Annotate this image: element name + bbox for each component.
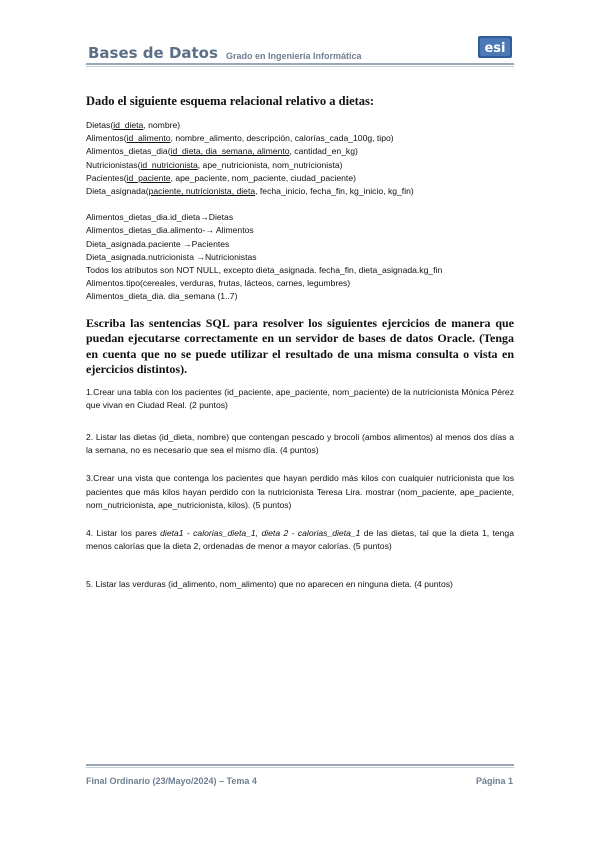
- schema-row-alimentos-dietas-dia: Alimentos_dietas_dia(id_dieta, dia_semana, alimento, cantidad_en_kg): [86, 146, 358, 157]
- header-rule-thin: [86, 66, 514, 67]
- constraint-line: Alimentos_dietas_dia.id_dieta→Dietas: [86, 212, 234, 223]
- exam-info: Final Ordinario (23/Mayo/2024) – Tema 4: [86, 776, 257, 786]
- instructions-heading: Escriba las sentencias SQL para resolver los siguientes ejercicios de manera que puedan ejecutarse correctamente en un servidor de bases de datos Oracle. (Tenga en cuenta que no se puede utilizar el resultado de una misma consulta o vista en ejercicios distintos).: [86, 315, 514, 377]
- constraint-line: Alimentos_dietas_dia.alimento-→ Alimentos: [86, 225, 254, 236]
- constraint-line: Alimentos.tipo(cereales, verduras, frutas, lácteos, carnes, legumbres): [86, 278, 351, 289]
- question-3: 3.Crear una vista que contenga los pacientes que hayan perdido más kilos con cualquier nutricionista que los pacientes que más kilos hayan perdido con la nutricionista Teresa Lira. mostrar (nom_paciente, ape_paciente, nom_nutricionista, ape_nutricionista, kilos). (5 puntos): [86, 473, 514, 511]
- question-5: 5. Listar las verduras (id_alimento, nom_alimento) que no aparecen en ninguna dieta. (4 puntos): [86, 578, 453, 589]
- question-2: 2. Listar las dietas (id_dieta, nombre) que contengan pescado y brocoli (ambos alimentos) al menos dos días a la semana, no es necesario que sea el mismo día. (4 puntos): [86, 431, 514, 456]
- schema-row-dieta-asignada: Dieta_asignada(paciente, nutricionista, dieta, fecha_inicio, fecha_fin, kg_inicio, kg_fin): [86, 186, 414, 197]
- constraint-line: Todos los atributos son NOT NULL, excepto dieta_asignada. fecha_fin, dieta_asignada.kg_fin: [86, 265, 443, 276]
- header-rule: [86, 63, 514, 65]
- page-header: [0, 0, 599, 70]
- question-4-pairs: dieta1 - calorias_dieta_1, dieta 2 - calorias_dieta_1: [160, 527, 361, 538]
- schema-row-nutricionistas: Nutricionistas(id_nutricionista, ape_nutricionista, nom_nutricionista): [86, 159, 343, 170]
- schema-row-alimentos: Alimentos(id_alimento, nombre_alimento, descripción, calorías_cada_100g, tipo): [86, 133, 394, 144]
- logo-text: esi: [484, 41, 506, 56]
- page-number: Página 1: [475, 776, 513, 786]
- schema-row-dietas: Dietas(id_dieta, nombre): [86, 120, 181, 130]
- exam-body: [86, 94, 514, 592]
- constraint-line: Dieta_asignada.paciente →Pacientes: [86, 238, 230, 249]
- footer-rule-thin: [86, 767, 514, 768]
- constraint-line: Dieta_asignada.nutricionista →Nutricionistas: [86, 251, 257, 262]
- constraint-line: Alimentos_dieta_dia. dia_semana (1..7): [86, 291, 238, 302]
- footer-rule: [86, 764, 514, 766]
- esi-logo: [478, 36, 512, 58]
- course-title: Bases de Datos: [88, 44, 218, 62]
- degree-subtitle: Grado en Ingeniería Informática: [226, 51, 362, 61]
- relational-schema: [86, 119, 514, 304]
- schema-heading: Dado el siguiente esquema relacional relativo a dietas:: [86, 94, 375, 108]
- schema-row-pacientes: Pacientes(id_paciente, ape_paciente, nom_paciente, ciudad_paciente): [86, 172, 356, 183]
- question-1: 1.Crear una tabla con los pacientes (id_paciente, ape_paciente, nom_paciente) de la nutricionista Mónica Pérez que vivan en Ciudad Real. (2 puntos): [86, 386, 514, 411]
- question-4: 4. Listar los pares dieta1 - calorias_dieta_1, dieta 2 - calorias_dieta_1 de las dietas, tal que la dieta 1, tenga menos calorías que la dieta 2, ordenadas de menor a mayor calorías. (5 puntos): [86, 527, 514, 552]
